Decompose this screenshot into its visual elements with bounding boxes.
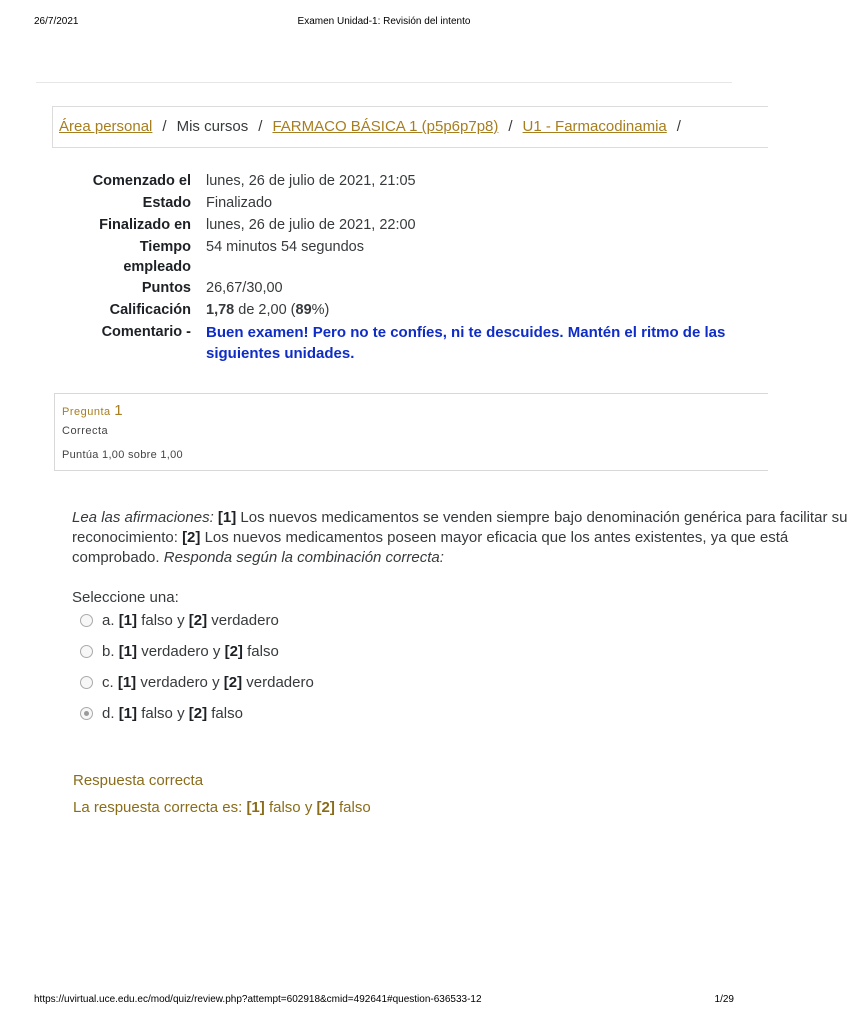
- question-text-line: [72, 548, 768, 568]
- breadcrumb: [52, 106, 768, 148]
- breadcrumb-separator: /: [258, 118, 263, 135]
- breadcrumb-separator: /: [676, 118, 681, 135]
- grade-out-of: de 2,00 (: [234, 302, 296, 318]
- feedback-title: Respuesta correcta: [73, 772, 204, 789]
- statement-2-marker: [2]: [182, 529, 201, 546]
- finished-label: Finalizado en: [99, 217, 191, 233]
- finished-value: lunes, 26 de julio de 2021, 22:00: [206, 217, 416, 233]
- breadcrumb-separator: /: [508, 118, 513, 135]
- select-one-prompt: Seleccione una:: [72, 589, 179, 606]
- question-text-line: [72, 508, 847, 528]
- grade-score: 1,78: [206, 302, 235, 318]
- correct-answer-feedback: La respuesta correcta es: [1] falso y [2] falso: [73, 799, 371, 816]
- print-date: 26/7/2021: [34, 16, 79, 27]
- print-footer: [0, 994, 768, 1008]
- breadcrumb-my-courses: Mis cursos: [176, 118, 249, 135]
- breadcrumb-course-link[interactable]: FARMACO BÁSICA 1 (p5p6p7p8): [272, 118, 499, 135]
- question-number-value: 1: [114, 402, 124, 419]
- statement-1-end: reconocimiento:: [72, 529, 183, 546]
- question-info-box: [54, 393, 768, 471]
- radio-button[interactable]: [80, 645, 93, 658]
- question-text: [72, 508, 847, 568]
- time-label: [60, 237, 191, 277]
- breadcrumb-unit-link[interactable]: U1 - Farmacodinamia: [522, 118, 667, 135]
- question-instruction: Lea las afirmaciones:: [72, 509, 214, 526]
- statement-2-text: Los nuevos medicamentos poseen mayor eficacia que los antes existentes, ya que está: [200, 529, 789, 546]
- statement-1-marker: [1]: [217, 509, 237, 526]
- answer-option-label: d. [1] falso y [2] falso: [102, 705, 243, 722]
- print-header: [0, 16, 768, 30]
- radio-button[interactable]: [80, 676, 93, 689]
- time-value: 54 minutos 54 segundos: [206, 239, 364, 255]
- started-value: lunes, 26 de julio de 2021, 21:05: [206, 173, 416, 189]
- statement-1-text: Los nuevos medicamentos se venden siempre bajo denominación genérica para facilitar su: [236, 509, 847, 526]
- state-label: Estado: [142, 195, 191, 211]
- question-number: [62, 402, 123, 419]
- answer-option-label: b. [1] verdadero y [2] falso: [102, 643, 279, 660]
- print-url: https://uvirtual.uce.edu.ec/mod/quiz/review.php?attempt=602918&cmid=492641#question-636533-12: [34, 994, 482, 1005]
- question-text-line: [72, 528, 789, 548]
- state-value: Finalizado: [206, 195, 273, 211]
- points-label: Puntos: [141, 280, 191, 296]
- radio-button-selected[interactable]: [80, 707, 93, 720]
- question-state: Correcta: [62, 425, 109, 437]
- question-label: Pregunta: [62, 406, 111, 418]
- divider: [36, 82, 732, 83]
- answer-option-label: a. [1] falso y [2] verdadero: [102, 612, 279, 629]
- grade-value: [206, 300, 776, 320]
- points-value: 26,67/30,00: [206, 280, 283, 296]
- question-grade: Puntúa 1,00 sobre 1,00: [62, 449, 183, 461]
- breadcrumb-home-link[interactable]: Área personal: [59, 118, 153, 135]
- comment-value: Buen examen! Pero no te confíes, ni te descuides. Mantén el ritmo de las siguientes unidades.: [206, 324, 726, 362]
- question-answer-instruction: Responda según la combinación correcta:: [163, 549, 444, 566]
- breadcrumb-separator: /: [162, 118, 167, 135]
- radio-button[interactable]: [80, 614, 93, 627]
- grade-percent: 89: [295, 302, 312, 318]
- started-label: Comenzado el: [92, 173, 191, 189]
- print-page-number: 1/29: [714, 994, 734, 1005]
- statement-2-end: comprobado.: [72, 549, 164, 566]
- time-label-line2: empleado: [123, 259, 191, 275]
- grade-label: Calificación: [109, 302, 191, 318]
- print-title: Examen Unidad-1: Revisión del intento: [297, 16, 471, 27]
- grade-percent-sign: %): [311, 302, 330, 318]
- answer-option-label: c. [1] verdadero y [2] verdadero: [102, 674, 314, 691]
- comment-label: Comentario -: [101, 324, 191, 340]
- time-label-line1: Tiempo: [139, 239, 191, 255]
